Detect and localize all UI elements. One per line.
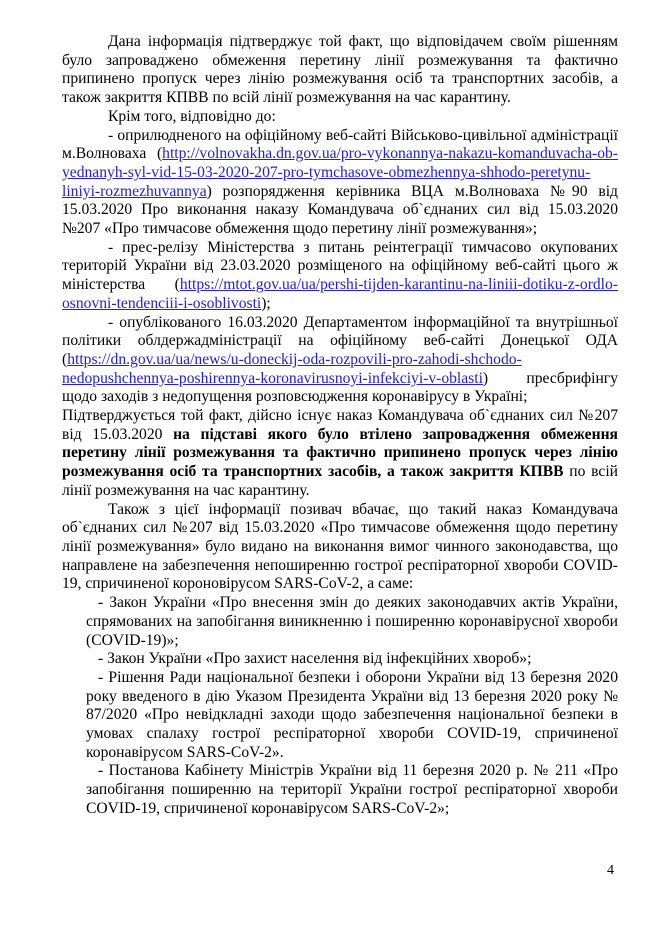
paragraph <box>86 650 618 669</box>
text-run: по всій лінії розмежування на час карантину. <box>62 463 619 499</box>
paragraph <box>62 33 618 108</box>
text-run: - оприлюдненого на офіційному веб-сайті Військово-цивільної адміністрації м.Волноваха ( <box>62 126 618 163</box>
paragraph <box>62 501 618 595</box>
paragraph <box>62 407 618 501</box>
text-run: Крім того, відповідно до: <box>108 107 276 125</box>
bold-text-run: на підставі якого було втілено запровадження обмеження перетину лінії розмежування та фактично припинено пропуск через лінію розмежування осіб та транспортних засобів, а також закриття КПВВ <box>62 425 618 481</box>
paragraph <box>86 594 618 650</box>
hyperlink[interactable]: http://volnovakha.dn.gov.ua/pro-vykonannya-nakazu-komanduvacha-ob-yednanyh-syl-vid-15-03-2020-207-pro-tymchasove-obmezhennya-shhodo-peretynu-liniyi-rozmezhuvannya <box>62 145 618 200</box>
page-number: 4 <box>607 863 614 878</box>
text-run: Дана інформація підтверджує той факт, що відповідачем своїм рішенням було запроваджено обмеження перетину лінії розмежування та фактично припинено пропуск через лінію розмежування осіб та транспортних засобів, а також закриття КПВВ по всій лінії розмежування на час карантину. <box>62 33 618 107</box>
text-run: ) пресбрифінгу щодо заходів з недопущення розповсюдження коронавірусу в Україні; <box>62 369 618 406</box>
text-run: - Закон України «Про захист населення від інфекційних хвороб»; <box>98 650 532 668</box>
paragraph <box>62 239 618 314</box>
paragraph <box>86 669 618 763</box>
paragraph <box>86 762 618 818</box>
text-run: - Рішення Ради національної безпеки і оборони України від 13 березня 2020 року введеного в дію Указом Президента України від 13 березня 2020 року № 87/2020 «Про невідкладні заходи щодо забезпечення національної безпеки в умовах спалаху гострої респіраторної хвороби COVID-19, спричиненої коронавірусом SARS-CoV-2». <box>86 668 618 761</box>
paragraph <box>62 127 618 239</box>
text-run: Підтверджується той факт, дійсно існує наказ Командувача об`єднаних сил №207 від 15.03.2020 <box>62 407 618 443</box>
text-run: Також з цієї інформації позивач вбачає, що такий наказ Командувача об`єднаних сил №207 від 15.03.2020 «Про тимчасове обмеження щодо перетину лінії розмежування» було видано на виконання вимог чинного законодавства, що направлене на забезпечення непоширенню гострої респіраторної хвороби COVID-19, спричиненої короновірусом SARS-CoV-2, а саме: <box>62 500 618 593</box>
text-run: - опублікованого 16.03.2020 Департаментом інформаційної та внутрішньої політики облдержадміністрації на офіційному веб-сайті Донецької ОДА ( <box>62 313 618 368</box>
text-run: - Закон України «Про внесення змін до деяких законодавчих актів України, спрямованих на запобігання виникненню і поширенню коронавірусної хвороби (COVID-19)»; <box>86 594 618 649</box>
document-body <box>62 33 618 819</box>
hyperlink[interactable]: https://mtot.gov.ua/ua/pershi-tijden-karantinu-na-liniii-dotiku-z-ordlo-osnovni-tendenciii-i-osoblivosti <box>62 276 618 312</box>
paragraph <box>62 108 618 127</box>
text-run: - прес-релізу Міністерства з питань реінтеграції тимчасово окупованих територій України від 23.03.2020 розміщеного на офіційному веб-сайті цього ж міністерства ( <box>62 238 618 294</box>
text-run: ); <box>261 294 271 312</box>
text-run: - Постанова Кабінету Міністрів України від 11 березня 2020 р. № 211 «Про запобігання поширенню на території України гострої респіраторної хвороби COVID-19, спричиненої коронавірусом SARS-CoV-2»; <box>86 762 618 817</box>
text-run: ) розпорядження керівника ВЦА м.Волноваха №90 від 15.03.2020 Про виконання наказу Командувача об`єднаних сил від 15.03.2020 №207 «Про тимчасове обмеження щодо перетину лінії розмежування»; <box>62 182 618 238</box>
paragraph <box>62 314 618 408</box>
hyperlink[interactable]: https://dn.gov.ua/ua/news/u-doneckij-oda-rozpovili-pro-zahodi-shchodo-nedopushchennya-poshirennya-koronavirusnoyi-infekciyi-v-oblasti <box>62 350 522 387</box>
